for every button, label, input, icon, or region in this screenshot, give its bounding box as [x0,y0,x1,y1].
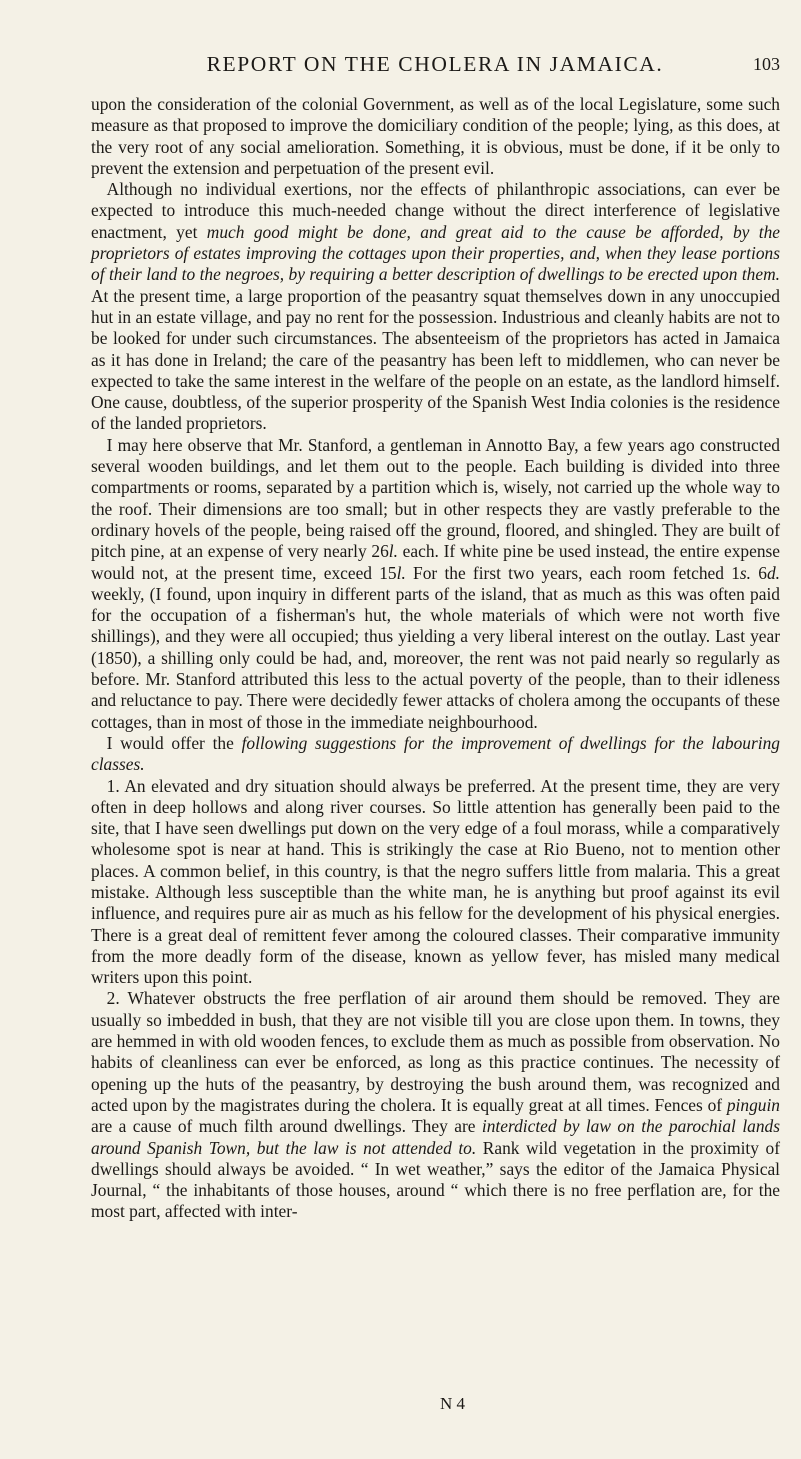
italic-passage: much good might be done, and great aid to the cause be afforded, by the proprietors of estates improving the cottages upon their properties, and, when they lease portions of their land to the negroes, by requiring a better description of dwellings to be erected upon them. [91,221,781,285]
signature-mark: N 4 [440,1394,466,1413]
page-header [90,52,780,82]
italic-passage: interdicted by law on the parochial lands around Spanish Town, but the law is not attended to. [91,1116,781,1158]
page-number: 103 [753,54,780,74]
paragraph-5: 1. An elevated and dry situation should always be preferred. At the present time, they are very often in deep hollows and along river courses. So little attention has generally been paid to the site, that I have seen dwellings put down on the very edge of a foul morass, while a comparatively wholesome spot is near at hand. This is strikingly the case at Rio Bueno, not to mention other places. A common belief, in this country, is that the negro suffers little from malaria. This a great mistake. Although less susceptible than the white man, he is anything but proof against its evil influence, and requires pure air as much as his fellow for the development of his physical energies. There is a great deal of remittent fever among the coloured classes. Their comparative immunity from the more deadly form of the disease, known as yellow fever, has misled many medical writers upon this point. [91,775,780,988]
paragraph-6: 2. Whatever obstructs the free perflation of air around them should be removed. They are usually so imbedded in bush, that they are not visible till you are close upon them. In towns, they are hemmed in with old wooden fences, to exclude them as much as possible from observation. No habits of cleanliness can ever be enforced, as long as this practice continues. The necessity of opening up the huts of the peasantry, by destroying the bush around them, was recognized and acted upon by the magistrates during the cholera. It is equally great at all times. Fences of pinguin are a cause of much filth around dwellings. They are interdicted by law on the parochial lands around Spanish Town, but the law is not attended to. Rank wild vegetation in the proximity of dwellings should always be avoided. “ In wet weather,” says the editor of the Jamaica Physical Journal, “ the inhabitants of those houses, around “ which there is no free perflation are, for the most part, affected with inter- [91,988,781,1222]
paragraph-2: Although no individual exertions, nor the effects of philanthropic associations, can ever be expected to introduce this much-needed change without the direct interference of legislative enactment, yet much good might be done, and great aid to the cause be afforded, by the proprietors of estates improving the cottages upon their properties, and, when they lease portions of their land to the negroes, by requiring a better description of dwellings to be erected upon them. At the present time, a large proportion of the peasantry squat themselves down in any unoccupied hut in an estate village, and pay no rent for the possession. Industrious and cleanly habits are not to be looked for under such circumstances. The absenteeism of the proprietors has acted in Jamaica as it has done in Ireland; the care of the peasantry has been left to middlemen, who can never be expected to take the same interest in the welfare of the people on an estate, as the landlord himself. One cause, doubtless, of the superior prosperity of the Spanish West India colonies is the residence of the landed proprietors. [91,179,781,434]
body-text [91,94,780,1223]
paragraph-3: I may here observe that Mr. Stanford, a gentleman in Annotto Bay, a few years ago constructed several wooden buildings, and let them out to the people. Each building is divided into three compartments or rooms, separated by a partition which is, wisely, not carried up the whole way to the roof. Their dimensions are too small; but in other respects they are vastly preferable to the ordinary hovels of the people, being raised off the ground, floored, and shingled. They are built of pitch pine, at an expense of very nearly 26l. each. If white pine be used instead, the entire expense would not, at the present time, exceed 15l. For the first two years, each room fetched 1s. 6d. weekly, (I found, upon inquiry in different parts of the island, that as much as this was often paid for the occupation of a fisherman's hut, the whole materials of which were not worth five shillings), and they were all occupied; thus yielding a very liberal interest on the outlay. Last year (1850), a shilling only could be had, and, moreover, the rent was not paid nearly so regularly as before. Mr. Stanford attributed this less to the actual poverty of the people, than to their idleness and reluctance to pay. There were decidedly fewer attacks of cholera among the occupants of these cottages, than in most of those in the immediate neighbourhood. [91,434,780,732]
paragraph-1: upon the consideration of the colonial Government, as well as of the local Legislature, some such measure as that proposed to improve the domiciliary condition of the people; lying, as this does, at the very root of any social amelioration. Something, it is obvious, must be done, if it be only to prevent the extension and perpetuation of the present evil. [91,94,780,178]
running-head: REPORT ON THE CHOLERA IN JAMAICA. [206,52,664,76]
section-heading-italic: following suggestions for the improvement of dwellings for the labouring classes. [91,732,780,775]
paragraph-4: I would offer the following suggestions for the improvement of dwellings for the labouring classes. [91,732,780,775]
